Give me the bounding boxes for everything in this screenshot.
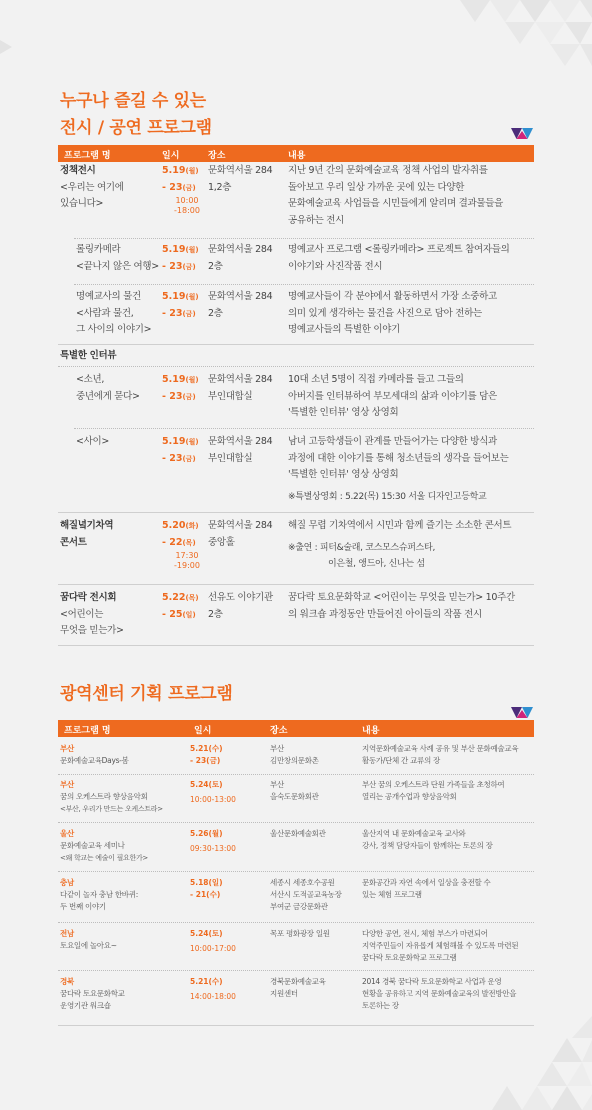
region-label: 충남 [60, 878, 74, 887]
program-date: 5.19(월) - 23(금) [162, 436, 199, 464]
program-date: 5.24(토) 10:00-13:00 [190, 780, 236, 804]
program-description: 지역문화예술교육 사례 공유 및 부산 문화예술교육 활동가/단체 간 교류의 장 [362, 744, 519, 765]
program-date: 5.19(월) - 23(금) [162, 244, 199, 272]
row-divider [58, 512, 534, 513]
program-description: 2014 경북 꿈다락 토요문화학교 사업과 운영 현황을 공유하고 지역 문화예술교육의 발전방안을 토론하는 장 [362, 977, 517, 1010]
header-program-name: 프로그램 명 [64, 726, 111, 736]
program-name: 문화예술교육Days-봄 [60, 756, 129, 765]
section1-title-line2: 전시 / 공연 프로그램 [60, 118, 212, 138]
region-label: 울산 [60, 829, 74, 838]
header-date: 일시 [194, 726, 212, 736]
row-divider [74, 284, 534, 285]
program-note: ※출연 : 피터&술래, 코스모스슈퍼스타, [288, 542, 436, 553]
section2-table-header [58, 720, 534, 737]
program-name: 명예교사의 물건 <사람과 물건, 그 사이의 이야기> [76, 291, 152, 335]
row-divider [58, 344, 534, 345]
program-name: 토요일에 놀아요~ [60, 941, 117, 950]
program-date: 5.24(토) 10:00-17:00 [190, 929, 236, 953]
program-name: 문화예술교육 세미나 [60, 841, 125, 850]
header-place: 장소 [270, 726, 288, 736]
program-description: 꿈다락 토요문화학교 <어린이는 무엇을 믿는가> 10주간 의 워크숍 과정동안 만들어진 아이들의 작품 전시 [288, 592, 515, 620]
program-description: 다양한 공연, 전시, 체험 부스가 마련되어 지역주민들이 자유롭게 체험해볼 수 있도록 마련된 꿈다락 토요문화학교 프로그램 [362, 929, 519, 962]
program-subtitle: 있습니다> [60, 198, 104, 209]
row-divider [74, 428, 534, 429]
program-note-continued: 이은철, 앵드아, 신나는 섬 [328, 559, 425, 569]
program-date: 5.19(월) - 23(금) 10:00 -18:00 [162, 165, 200, 215]
program-description: 지난 9년 간의 문화예술교육 정책 사업의 발자취를 돌아보고 우리 일상 가까운 곳에 있는 다양한 문화예술교육 사업들을 시민들에게 알리며 결과물들을 공유하는 전시 [288, 165, 504, 226]
program-description: 문화공간과 자연 속에서 일상을 충전할 수 있는 체험 프로그램 [362, 878, 491, 899]
row-divider [58, 970, 534, 971]
decorative-triangles-top-right [430, 0, 592, 80]
row-divider [74, 238, 534, 239]
row-divider [58, 922, 534, 923]
program-subtitle: 무엇을 믿는가> [60, 625, 124, 636]
program-place: 문화역서울 284 2층 [208, 244, 273, 272]
row-divider [58, 774, 534, 775]
program-description: 남녀 고등학생들이 관계를 만들어가는 다양한 방식과 과정에 대한 이야기를 통해 청소년들의 생각을 들어보는 '특별한 인터뷰' 영상 상영회 ※특별상영회 : 5.22(목) 15:30 서울 디자인고등학교 [288, 434, 536, 505]
program-place: 문화역서울 284 부인대합실 [208, 374, 273, 402]
row-divider [58, 366, 534, 367]
program-date: 5.20(화) - 22(목) 17:30 -19:00 [162, 520, 200, 570]
row-divider [58, 645, 534, 646]
region-label: 부산 [60, 744, 74, 753]
program-name: 꿈다락 전시회 [60, 592, 117, 603]
program-subtitle: <어린이는 [60, 608, 104, 620]
section1-title [60, 88, 212, 142]
program-date: 5.18(일) - 21(수) [190, 878, 223, 899]
header-date: 일시 [162, 151, 180, 161]
program-place: 목포 평화광장 일원 [270, 929, 330, 938]
program-description: 부산 꿈의 오케스트라 단원 가족들을 초청하여 열리는 공개수업과 향상음악회 [362, 780, 505, 801]
program-date: 5.19(월) - 23(금) [162, 291, 199, 319]
program-place: 문화역서울 284 부인대합실 [208, 436, 273, 464]
program-place: 문화역서울 284 중앙홀 [208, 520, 273, 548]
program-name: 롤링카메라 <끝나지 않은 여행> [76, 244, 159, 272]
program-name: <사이> [76, 436, 110, 447]
program-description: 해질 무렵 기차역에서 시민과 함께 즐기는 소소한 콘서트 ※출연 : 피터&술래, 코스모스슈퍼스타, 이은철, 앵드아, 신나는 섬 [288, 518, 536, 573]
program-place: 부산 을숙도문화회관 [270, 780, 319, 801]
program-description: 울산지역 내 문화예술교육 교사와 강사, 정책 담당자들이 함께하는 토론의 장 [362, 829, 493, 850]
decorative-triangle-left [0, 40, 14, 54]
program-date: 5.21(수) - 23(금) [190, 744, 223, 765]
section1-title-line1: 누구나 즐길 수 있는 [60, 91, 206, 111]
region-label: 전남 [60, 929, 74, 938]
program-place: 경북문화예술교육 지원센터 [270, 977, 326, 998]
program-date: 5.21(수) 14:00-18:00 [190, 977, 236, 1001]
program-subtitle: <부산, 우리가 만드는 오케스트라> [60, 805, 163, 813]
program-name: 다같이 놀자 충남 한바퀴: 두 번째 이야기 [60, 890, 138, 911]
program-description: 명예교사 프로그램 <롤링카메라> 프로젝트 참여자들의 이야기와 사진작품 전시 [288, 244, 510, 272]
section2-title: 광역센터 기획 프로그램 [60, 684, 233, 704]
program-description: 명예교사들이 각 분야에서 활동하면서 가장 소중하고 의미 있게 생각하는 물건을 사진으로 담아 전하는 명예교사들의 특별한 이야기 [288, 291, 497, 335]
program-subtitle: <우리는 여기에 [60, 181, 124, 193]
row-divider [58, 1025, 534, 1026]
program-place: 울산문화예술회관 [270, 829, 326, 838]
program-note: ※특별상영회 : 5.22(목) 15:30 서울 디자인고등학교 [288, 491, 487, 502]
program-place: 문화역서울 284 2층 [208, 291, 273, 319]
program-place: 부산 김만창의문화촌 [270, 744, 319, 765]
program-place: 선유도 이야기관 2층 [208, 592, 273, 620]
header-program-name: 프로그램 명 [64, 151, 111, 161]
program-description: 10대 소년 5명이 직접 카메라를 들고 그들의 아버지를 인터뷰하여 부모세대의 삶과 이야기를 담은 '특별한 인터뷰' 영상 상영회 [288, 374, 497, 418]
row-divider [58, 584, 534, 585]
program-subtitle: <왜 학교는 예술이 필요한가> [60, 854, 148, 862]
header-place: 장소 [208, 151, 226, 161]
arte-logo-icon [511, 707, 533, 718]
program-date: 5.22(목) - 25(일) [162, 592, 199, 620]
row-divider [58, 822, 534, 823]
program-name: 꿈의 오케스트라 향상음악회 [60, 792, 148, 801]
header-content: 내용 [362, 726, 380, 736]
program-date: 5.26(월) 09:30-13:00 [190, 829, 236, 853]
arte-logo-icon [511, 128, 533, 139]
program-name: 꿈다락 토요문화학교 운영기관 워크숍 [60, 989, 125, 1010]
group-title: 특별한 인터뷰 [60, 350, 117, 361]
header-content: 내용 [288, 151, 306, 161]
program-name: <소년, 중년에게 묻다> [76, 374, 140, 402]
table-row [58, 163, 534, 235]
section1-table-header [58, 145, 534, 162]
program-date: 5.19(월) - 23(금) [162, 374, 199, 402]
program-place: 문화역서울 284 1,2층 [208, 165, 273, 193]
program-name: 해질녘기차역 콘서트 [60, 520, 114, 548]
region-label: 부산 [60, 780, 74, 789]
program-name: 정책전시 [60, 165, 96, 176]
program-place: 세종시 세종호수공원 서산시 도적골교육농장 부여군 금강문화관 [270, 878, 342, 911]
row-divider [58, 871, 534, 872]
region-label: 경북 [60, 977, 74, 986]
